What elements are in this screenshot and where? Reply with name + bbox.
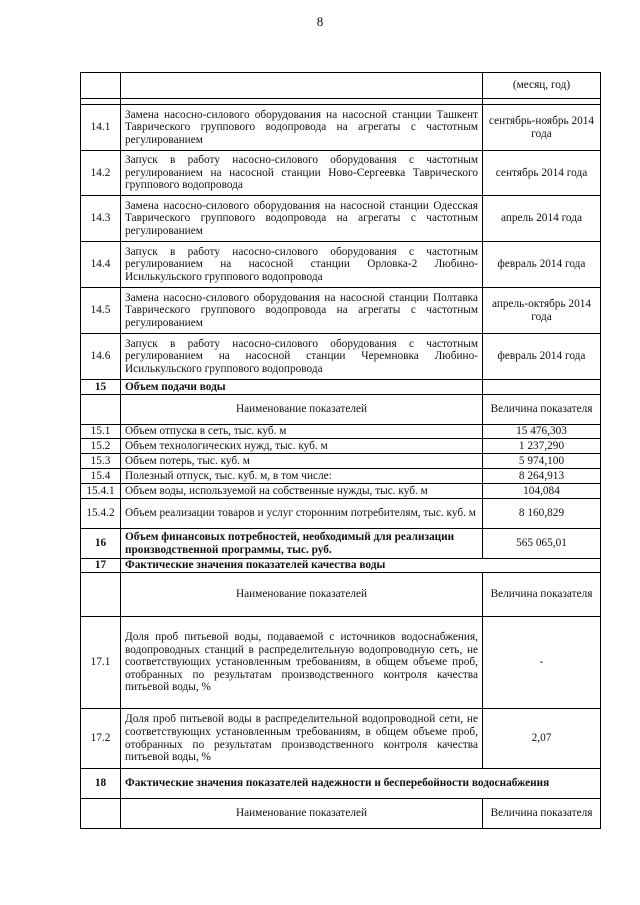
table-row (81, 105, 601, 151)
row-value: 15 476,303 (483, 425, 601, 439)
column-header-name: Наименование показателей (121, 799, 483, 829)
column-header-name: Наименование показателей (121, 573, 483, 617)
row-date: февраль 2014 года (483, 242, 601, 288)
program-table (80, 72, 601, 829)
column-header-value: Величина показателя (483, 573, 601, 617)
page-number: 8 (316, 14, 324, 29)
row-text: Объем отпуска в сеть, тыс. куб. м (121, 425, 483, 439)
section-number: 17 (81, 559, 121, 573)
row-number: 15.4 (81, 469, 121, 484)
section-value: 565 065,01 (483, 529, 601, 559)
row-text: Запуск в работу насосно-силового оборудования с частотным регулированием на насосной станции Орловка-2 Любино-Исилькульского группового водопровода (121, 242, 483, 288)
row-number: 15.4.1 (81, 484, 121, 499)
unit-header: (месяц, год) (483, 73, 601, 99)
table-row (81, 242, 601, 288)
row-value: 1 237,290 (483, 439, 601, 454)
section-number: 18 (81, 769, 121, 799)
row-value: 8 160,829 (483, 499, 601, 529)
row-number: 14.6 (81, 334, 121, 380)
row-number: 14.3 (81, 196, 121, 242)
row-text: Замена насосно-силового оборудования на насосной станции Полтавка Таврического группового водопровода на агрегаты с частотным регулированием (121, 288, 483, 334)
column-header-row (81, 573, 601, 617)
table-row (81, 709, 601, 769)
row-number: 14.4 (81, 242, 121, 288)
row-number: 15.3 (81, 454, 121, 469)
row-value: 5 974,100 (483, 454, 601, 469)
section-heading-row (81, 769, 601, 799)
row-number: 17.2 (81, 709, 121, 769)
row-text: Объем воды, используемой на собственные нужды, тыс. куб. м (121, 484, 483, 499)
row-value: 104,084 (483, 484, 601, 499)
column-header-name: Наименование показателей (121, 395, 483, 425)
section-number: 16 (81, 529, 121, 559)
row-value: 8 264,913 (483, 469, 601, 484)
row-text: Замена насосно-силового оборудования на насосной станции Ташкент Таврического группового водопровода на агрегаты с частотным регулированием (121, 105, 483, 151)
row-date: сентябрь 2014 года (483, 151, 601, 196)
row-number: 15.1 (81, 425, 121, 439)
table-row (81, 617, 601, 709)
row-text: Доля проб питьевой воды в распределительной водопроводной сети, не соответствующих установленным требованиям, в общем объеме проб, отобранных по результатам производственного контроля качества питьевой воды, % (121, 709, 483, 769)
section-title: Фактические значения показателей качества воды (121, 559, 601, 573)
column-header-row (81, 395, 601, 425)
table-row (81, 484, 601, 499)
row-number: 14.1 (81, 105, 121, 151)
row-number: 15.4.2 (81, 499, 121, 529)
row-text: Доля проб питьевой воды, подаваемой с источников водоснабжения, водопроводных станций в распределительную водопроводную сеть, не соответствующих установленным требованиям, в общем объеме проб, отобранных по результатам производственного контроля качества питьевой воды, % (121, 617, 483, 709)
row-date: сентябрь-ноябрь 2014 года (483, 105, 601, 151)
row-number: 14.5 (81, 288, 121, 334)
column-header-value: Величина показателя (483, 799, 601, 829)
table-row (81, 425, 601, 439)
row-date: февраль 2014 года (483, 334, 601, 380)
row-text: Объем потерь, тыс. куб. м (121, 454, 483, 469)
row-text: Запуск в работу насосно-силового оборудования с частотным регулированием на насосной станции Ново-Сергеевка Таврического группового водопровода (121, 151, 483, 196)
row-number: 15.2 (81, 439, 121, 454)
table-row (81, 288, 601, 334)
row-date: апрель 2014 года (483, 196, 601, 242)
section-heading-row (81, 380, 601, 395)
section-heading-row (81, 559, 601, 573)
section-title: Фактические значения показателей надежности и бесперебойности водоснабжения (121, 769, 601, 799)
row-number: 17.1 (81, 617, 121, 709)
table-row (81, 499, 601, 529)
header-row (81, 73, 601, 99)
table-row (81, 439, 601, 454)
row-value: 2,07 (483, 709, 601, 769)
row-date: апрель-октябрь 2014 года (483, 288, 601, 334)
column-header-value: Величина показателя (483, 395, 601, 425)
row-number: 14.2 (81, 151, 121, 196)
table-row (81, 334, 601, 380)
row-text: Объем реализации товаров и услуг сторонним потребителям, тыс. куб. м (121, 499, 483, 529)
row-text: Замена насосно-силового оборудования на насосной станции Одесская Таврического группового водопровода на агрегаты с частотным регулированием (121, 196, 483, 242)
section-title: Объем подачи воды (121, 380, 483, 395)
table-row (81, 469, 601, 484)
row-text: Запуск в работу насосно-силового оборудования с частотным регулированием на насосной станции Черемновка Любино-Исилькульского группового водопровода (121, 334, 483, 380)
section-heading-row (81, 529, 601, 559)
row-text: Объем технологических нужд, тыс. куб. м (121, 439, 483, 454)
row-text: Полезный отпуск, тыс. куб. м, в том числе: (121, 469, 483, 484)
column-header-row (81, 799, 601, 829)
section-title: Объем финансовых потребностей, необходимый для реализации производственной программы, тыс. руб. (121, 529, 483, 559)
section-number: 15 (81, 380, 121, 395)
table-row (81, 151, 601, 196)
table-row (81, 454, 601, 469)
row-value: - (483, 617, 601, 709)
table-row (81, 196, 601, 242)
